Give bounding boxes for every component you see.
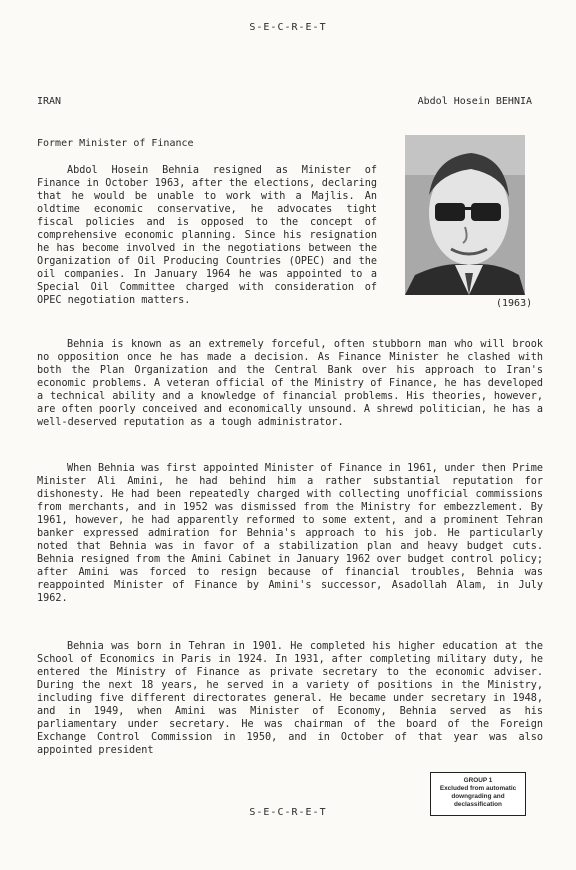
classification-header: S-E-C-R-E-T — [249, 22, 327, 33]
group-box-line-4: declassification — [454, 801, 502, 808]
paragraph-text: Abdol Hosein Behnia resigned as Minister of Finance in October 1963, after the elections, declaring that he would be unable to work with a Majlis. An oldtime economic conservative, he advocates tight fiscal policies and is opposed to the concept of comprehensive economic planning. Since his resignation he has become involved in the negotiations between the Organization of Oil Producing Countries (OPEC) and the oil companies. In January 1964 he was appointed to a Special Oil Committee charged with consideration of OPEC negotiation matters. — [37, 165, 377, 306]
position-title: Former Minister of Finance — [37, 138, 194, 149]
paragraph-text: Behnia was born in Tehran in 1901. He completed his higher education at the School of Economics in Paris in 1924. In 1931, after completing military duty, he entered the Ministry of Finance as private secretary to the economic adviser. During the next 18 years, he served in a variety of positions in the Ministry, including five different directorates general. He became under secretary in 1948, and in 1949, when Amini was Minister of Economy, Behnia served as his parliamentary under secretary. He was chairman of the board of the Foreign Exchange Control Commission in 1950, and in October of that year was also appointed president — [37, 641, 543, 756]
paragraph-text: Behnia is known as an extremely forceful, often stubborn man who will brook no opposition once he has made a decision. As Finance Minister he clashed with both the Plan Organization and the Central Bank over his approach to Iran's economic problems. A veteran official of the Ministry of Finance, he has developed a technical ability and a knowledge of financial problems. His theories, however, are often poorly conceived and economically unsound. A shrewd politician, he has a well-deserved reputation as a tough administrator. — [37, 339, 543, 428]
group-box-line-2: Excluded from automatic — [439, 785, 517, 792]
classification-footer: S-E-C-R-E-T — [249, 807, 327, 818]
paragraph-4 — [37, 640, 543, 757]
paragraph-2 — [37, 338, 543, 429]
group-box-line-1: GROUP 1 — [463, 777, 493, 784]
subject-name: Abdol Hosein BEHNIA — [417, 96, 532, 107]
paragraph-3 — [37, 462, 543, 605]
portrait-photo — [405, 135, 525, 295]
paragraph-text: When Behnia was first appointed Minister of Finance in 1961, under then Prime Minister Ali Amini, he had behind him a rather substantial reputation for dishonesty. He had been repeatedly charged with collecting unofficial commissions from merchants, and in 1952 was dismissed from the Ministry for embezzlement. By 1961, however, he had apparently reformed to some extent, and a prominent Tehran banker expressed admiration for Behnia's approach to his job. He particularly noted that Behnia was in favor of a stabilization plan and heavy budget cuts. Behnia resigned from the Amini Cabinet in January 1962 over budget control policy; after Amini was forced to resign because of financial troubles, Behnia was reappointed Minister of Finance by Amini's successor, Asadollah Alam, in July 1962. — [37, 463, 543, 604]
group-box-line-3: downgrading and — [451, 793, 505, 800]
paragraph-1 — [37, 164, 377, 307]
country-label: IRAN — [37, 96, 62, 107]
photo-caption: (1963) — [496, 298, 533, 309]
